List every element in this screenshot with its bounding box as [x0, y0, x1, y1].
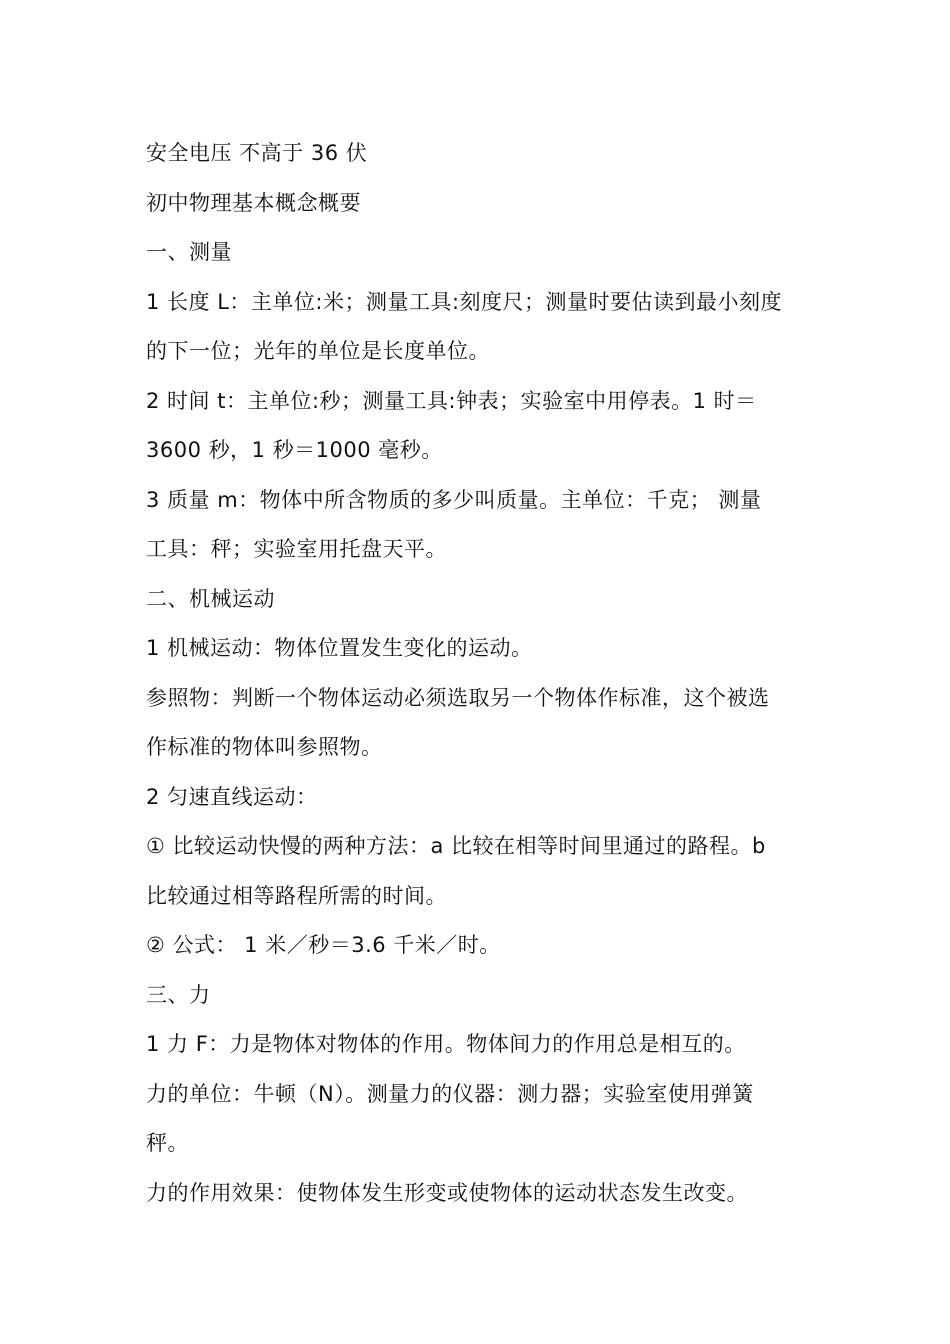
document-title: 初中物理基本概念概要 [146, 190, 361, 215]
paragraph-compare-speed-cont: 比较通过相等路程所需的时间。 [146, 883, 447, 908]
paragraph-length-cont: 的下一位；光年的单位是长度单位。 [146, 339, 490, 363]
section-heading-force: 三、力 [146, 982, 211, 1007]
paragraph-length: 1 长度 L：主单位:米；测量工具:刻度尺；测量时要估读到最小刻度 [146, 289, 783, 314]
paragraph-reference-object: 参照物：判断一个物体运动必须选取另一个物体作标准，这个被选 [146, 685, 770, 710]
paragraph-force-unit-cont: 秤。 [146, 1131, 189, 1155]
paragraph-compare-speed: ① 比较运动快慢的两种方法：a 比较在相等时间里通过的路程。b [146, 834, 766, 858]
paragraph-time: 2 时间 t：主单位:秒；测量工具:钟表；实验室中用停表。1 时＝ [146, 388, 757, 413]
paragraph-mass: 3 质量 m：物体中所含物质的多少叫质量。主单位：千克； 测量 [146, 487, 762, 512]
paragraph-mechanical-motion: 1 机械运动：物体位置发生变化的运动。 [146, 636, 533, 660]
paragraph-uniform-motion: 2 匀速直线运动： [146, 784, 318, 809]
paragraph-reference-object-cont: 作标准的物体叫参照物。 [146, 735, 383, 759]
paragraph-time-cont: 3600 秒，1 秒＝1000 毫秒。 [146, 438, 443, 462]
section-heading-motion: 二、机械运动 [146, 586, 275, 611]
paragraph-formula: ② 公式： 1 米／秒＝3.6 千米／时。 [146, 933, 501, 957]
safety-voltage-line: 安全电压 不高于 36 伏 [146, 141, 368, 165]
document-body [146, 129, 811, 1218]
section-heading-measurement: 一、测量 [146, 240, 232, 264]
paragraph-mass-cont: 工具：秤；实验室用托盘天平。 [146, 537, 447, 561]
paragraph-force: 1 力 F：力是物体对物体的作用。物体间力的作用总是相互的。 [146, 1032, 746, 1056]
paragraph-force-unit: 力的单位：牛顿（N）。测量力的仪器：测力器；实验室使用弹簧 [146, 1081, 754, 1106]
paragraph-force-effect: 力的作用效果：使物体发生形变或使物体的运动状态发生改变。 [146, 1180, 748, 1205]
